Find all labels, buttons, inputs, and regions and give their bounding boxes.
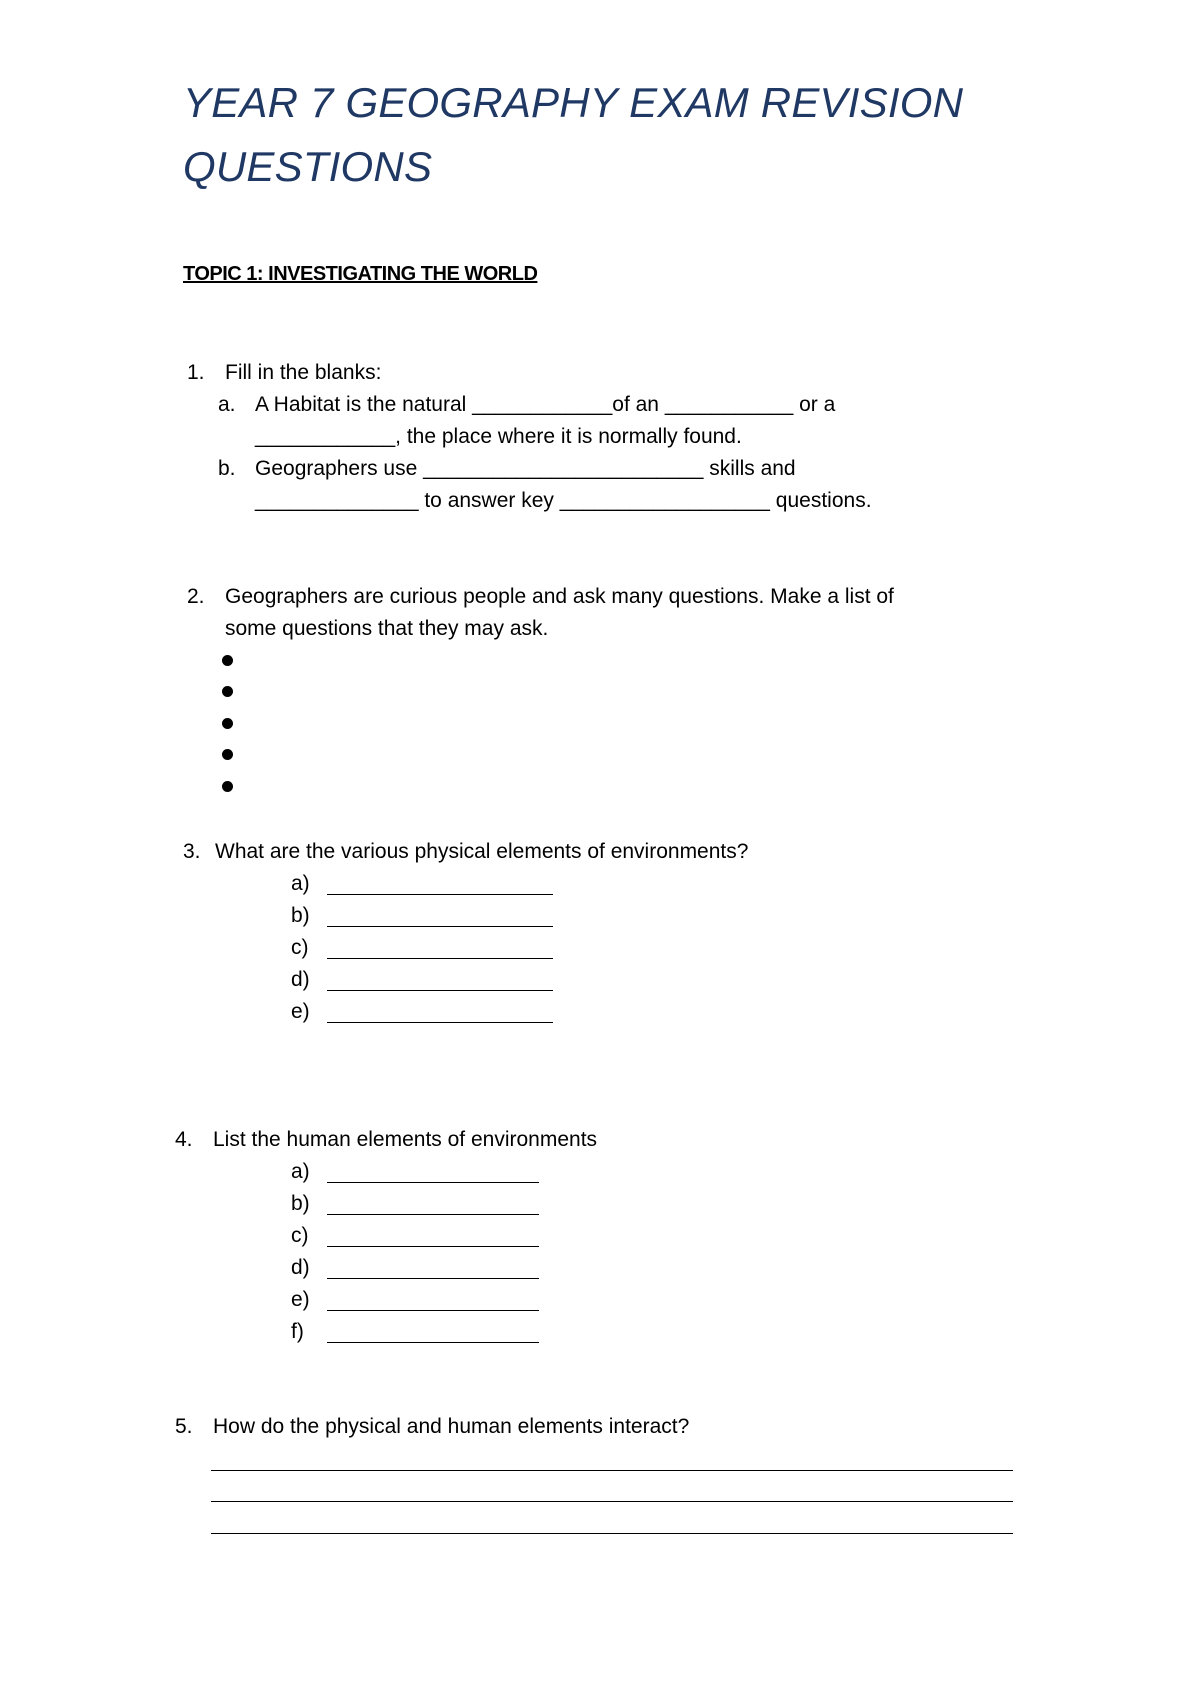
q1a-text-line-2: ____________, the place where it is normally found. [255,425,742,448]
q2-text-line-2: some questions that they may ask. [225,617,549,640]
q1a-label: a. [218,393,236,416]
q3-answer-line[interactable] [327,926,553,927]
page-title-line-1: YEAR 7 GEOGRAPHY EXAM REVISION [183,79,964,126]
q4-item-label: c) [291,1224,309,1247]
q1-prompt: Fill in the blanks: [225,361,382,384]
q3-answer-line[interactable] [327,958,553,959]
q4-answer-line[interactable] [327,1214,539,1215]
q3-answer-line[interactable] [327,990,553,991]
q1b-text-line-1: Geographers use ________________________ skills and [255,457,796,480]
q5-answer-line[interactable] [211,1501,1013,1502]
q3-item-label: b) [291,904,310,927]
q4-answer-line[interactable] [327,1278,539,1279]
q4-item-label: e) [291,1288,310,1311]
q4-item-label: d) [291,1256,310,1279]
q3-number: 3. [183,840,201,863]
q5-number: 5. [175,1415,193,1438]
q1-number: 1. [187,361,205,384]
q4-item-label: a) [291,1160,310,1183]
q5-prompt: How do the physical and human elements interact? [213,1415,690,1438]
q2-text-line-1: Geographers are curious people and ask many questions. Make a list of [225,585,894,608]
q4-answer-line[interactable] [327,1246,539,1247]
q4-answer-line[interactable] [327,1342,539,1343]
q4-item-label: b) [291,1192,310,1215]
q3-item-label: c) [291,936,309,959]
q4-prompt: List the human elements of environments [213,1128,598,1151]
q4-answer-line[interactable] [327,1310,539,1311]
q1b-text-line-2: ______________ to answer key __________________ questions. [255,489,872,512]
page-title-line-2: QUESTIONS [183,143,433,190]
q2-number: 2. [187,585,205,608]
topic-heading: TOPIC 1: INVESTIGATING THE WORLD [183,263,538,285]
q4-number: 4. [175,1128,193,1151]
q5-answer-line[interactable] [211,1533,1013,1534]
q1b-label: b. [218,457,236,480]
q3-answer-line[interactable] [327,894,553,895]
q2-bullet [222,718,233,729]
q3-item-label: e) [291,1000,310,1023]
q3-prompt: What are the various physical elements of environments? [215,840,749,863]
q4-item-label: f) [291,1320,304,1343]
q3-answer-line[interactable] [327,1022,553,1023]
q2-bullet [222,655,233,666]
q2-bullet [222,749,233,760]
q5-answer-line[interactable] [211,1470,1013,1471]
q1a-text-line-1: A Habitat is the natural ____________of an ___________ or a [255,393,836,416]
q2-bullet [222,781,233,792]
q2-bullet [222,686,233,697]
q3-item-label: d) [291,968,310,991]
q4-answer-line[interactable] [327,1182,539,1183]
q3-item-label: a) [291,872,310,895]
